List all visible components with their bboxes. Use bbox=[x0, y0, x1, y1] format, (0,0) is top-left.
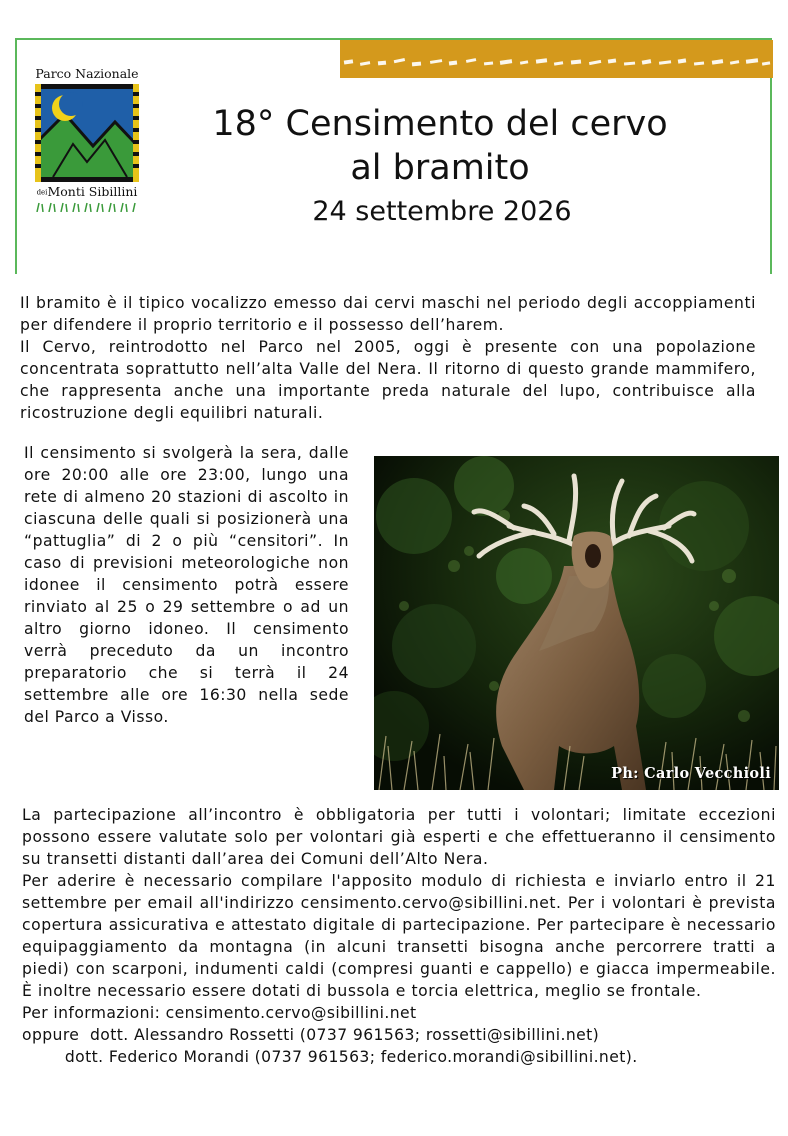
logo-top-text: Parco Nazionale bbox=[35, 66, 139, 81]
contact-morandi: dott. Federico Morandi (0737 961563; federico.morandi@sibillini.net). bbox=[22, 1048, 638, 1066]
park-logo bbox=[33, 66, 141, 214]
census-description bbox=[24, 442, 349, 728]
contact-rossetti: oppure dott. Alessandro Rossetti (0737 961563; rossetti@sibillini.net) bbox=[22, 1026, 600, 1044]
title-line-2: al bramito bbox=[350, 148, 530, 188]
intro-paragraph-1: Il bramito è il tipico vocalizzo emesso dai cervi maschi nel periodo degli accoppiamenti per difendere il proprio territorio e il possesso dell’harem. bbox=[20, 294, 756, 334]
info-line: Per informazioni: censimento.cervo@sibillini.net bbox=[22, 1004, 417, 1022]
participation-info bbox=[22, 804, 776, 1068]
mountain-moon-icon bbox=[35, 84, 139, 182]
intro-paragraph-2: Il Cervo, reintrodotto nel Parco nel 2005, oggi è presente con una popolazione concentrata soprattutto nell’alta Valle del Nera. Il ritorno di questo grande mammifero, che rappresenta anche una importante preda naturale del lupo, contribuisce alla ricostruzione degli equilibri naturali. bbox=[20, 338, 756, 422]
logo-bottom-prefix: dei bbox=[36, 188, 48, 197]
grass-icon bbox=[35, 202, 139, 212]
bottom-paragraph-1: La partecipazione all’incontro è obbligatoria per tutti i volontari; limitate eccezioni possono essere valutate solo per volontari già esperti e che effettueranno il censimento su transetti distanti dall’area dei Comuni dell’Alto Nera. bbox=[22, 806, 776, 868]
deer-illustration bbox=[374, 456, 779, 790]
photo-credit: Ph: Carlo Vecchioli bbox=[611, 765, 771, 782]
bottom-paragraph-2: Per aderire è necessario compilare l'apposito modulo di richiesta e inviarlo entro il 21 settembre per email all'indirizzo censimento.cervo@sibillini.net. Per i volontari è prevista copertura assicurativa e attestato digitale di partecipazione. Per partecipare è necessario equipaggiamento da montagna (in alcuni transetti bisogna anche percorrere tratti a piedi) con scarponi, indumenti caldi (compresi guanti e cappello) e giacca impermeabile. È inoltre necessario essere dotati di bussola e torcia elettrica, meglio se frontale. bbox=[22, 872, 776, 1000]
page-title bbox=[140, 102, 740, 190]
logo-bottom-text bbox=[33, 184, 141, 199]
event-date: 24 settembre 2026 bbox=[312, 196, 572, 227]
decorative-band bbox=[340, 40, 773, 78]
census-paragraph: Il censimento si svolgerà la sera, dalle ore 20:00 alle ore 23:00, lungo una rete di almeno 20 stazioni di ascolto in ciascuna delle quali si posizionerà una “pattuglia” di 2 o più “censitori”. In caso di previsioni meteorologiche non idonee il censimento potrà essere rinviato al 25 o 29 settembre o ad un altro giorno idoneo. Il censimento verrà preceduto da un incontro preparatorio che si terrà il 24 settembre alle ore 16:30 nella sede del Parco a Visso. bbox=[24, 444, 349, 726]
logo-bottom-name: Monti Sibillini bbox=[47, 184, 138, 199]
deer-photo bbox=[374, 456, 779, 790]
title-line-1: 18° Censimento del cervo bbox=[212, 104, 668, 144]
intro-text bbox=[20, 292, 756, 424]
